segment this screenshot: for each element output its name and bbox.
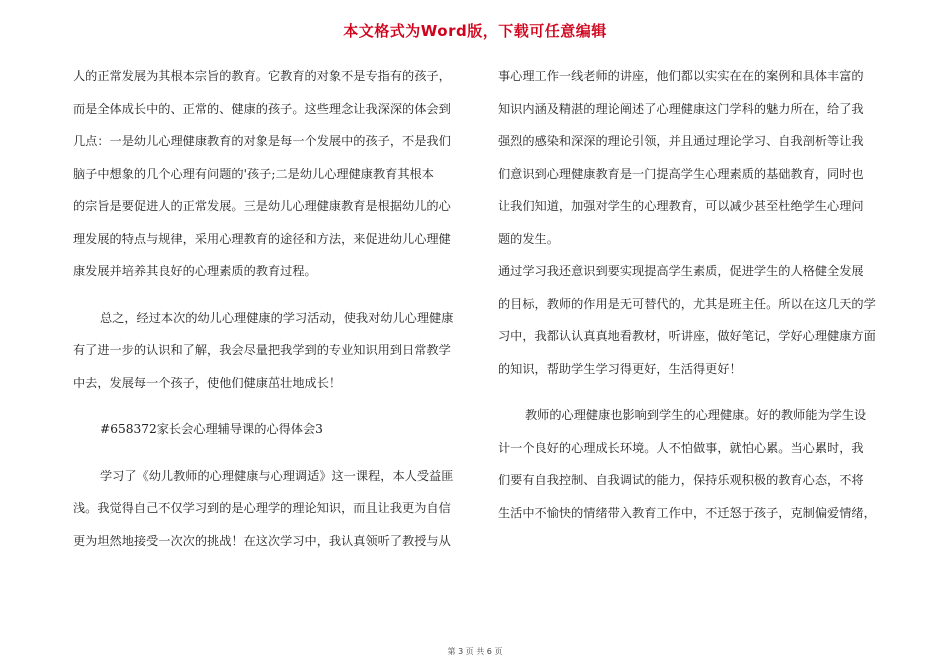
paragraph [498, 399, 890, 529]
text-line: 康发展并培养其良好的心理素质的教育过程。 [73, 264, 317, 278]
text-line: 让我们知道，加强对学生的心理教育，可以减少甚至杜绝学生心理问 [498, 199, 864, 213]
section-heading-paragraph [73, 413, 465, 446]
paragraph [73, 302, 465, 400]
text-line: 人的正常发展为其根本宗旨的教育。它教育的对象不是专指有的孩子， [73, 69, 451, 83]
text-line: 理发展的特点与规律，采用心理教育的途径和方法，来促进幼儿心理健 [73, 231, 451, 246]
text-line: 的目标，教师的作用是无可替代的，尤其是班主任。所以在这几天的学 [498, 296, 876, 311]
paragraph [498, 255, 890, 385]
text-line: 总之，经过本次的幼儿心理健康的学习活动，使我对幼儿心理健康 [100, 310, 454, 325]
text-line: 几点：一是幼儿心理健康教育的对象是每一个发展中的孩子，不是我们 [73, 134, 451, 148]
paragraph [73, 60, 465, 288]
text-line: 通过学习我还意识到要实现提高学生素质，促进学生的人格健全发展 [498, 264, 864, 278]
right-text-column [498, 60, 890, 529]
paragraph [498, 60, 890, 255]
text-line: 的知识，帮助学生学习得更好，生活得更好！ [498, 361, 742, 376]
text-line: 们意识到心理健康教育是一门提高学生心理素质的基础教育，同时也 [498, 166, 864, 181]
text-line: 事心理工作一线老师的讲座，他们都以实实在在的案例和具体丰富的 [498, 69, 864, 83]
text-line: 知识内涵及精湛的理论阐述了心理健康这门学科的魅力所在，给了我 [498, 101, 864, 116]
text-line: 们要有自我控制、自我调试的能力，保持乐观积极的教育心态，不将 [498, 473, 864, 487]
section-heading: #658372家长会心理辅导课的心得体会3 [100, 422, 323, 436]
text-line: 计一个良好的心理成长环境。人不怕做事，就怕心累。当心累时，我 [498, 440, 864, 455]
text-line: 而是全体成长中的、正常的、健康的孩子。这些理念让我深深的体会到 [73, 101, 451, 116]
text-line: 生活中不愉快的情绪带入教育工作中，不迁怒于孩子，克制偏爱情绪， [498, 505, 876, 520]
text-line: 更为坦然地接受一次次的挑战！在这次学习中，我认真领听了教授与从 [73, 533, 451, 548]
text-line: 强烈的感染和深深的理论引领，并且通过理论学习、自我剖析等让我 [498, 134, 864, 148]
left-text-column [73, 60, 465, 557]
text-line: 浅。我觉得自己不仅学习到的是心理学的理论知识，而且让我更为自信 [73, 501, 451, 515]
text-line: 的宗旨是要促进人的正常发展。三是幼儿心理健康教育是根据幼儿的心 [73, 199, 451, 213]
text-line: 中去，发展每一个孩子，使他们健康茁壮地成长！ [73, 375, 342, 390]
document-header-title: 本文格式为Word版，下载可任意编辑 [343, 22, 607, 40]
text-line: 学习了《幼儿教师的心理健康与心理调适》这一课程，本人受益匪 [100, 468, 454, 483]
text-line: 题的发生。 [498, 231, 559, 246]
text-line: 脑子中想象的几个心理有问题的'孩子;二是幼儿心理健康教育其根本 [73, 166, 434, 181]
text-line: 有了进一步的认识和了解，我会尽量把我学到的专业知识用到日常教学 [73, 343, 451, 357]
page-number-footer: 第 3 页 共 6 页 [447, 647, 503, 656]
text-line: 教师的心理健康也影响到学生的心理健康。好的教师能为学生设 [525, 408, 867, 422]
paragraph [73, 460, 465, 558]
text-line: 习中，我都认认真真地看教材，听讲座，做好笔记，学好心理健康方面 [498, 329, 876, 343]
